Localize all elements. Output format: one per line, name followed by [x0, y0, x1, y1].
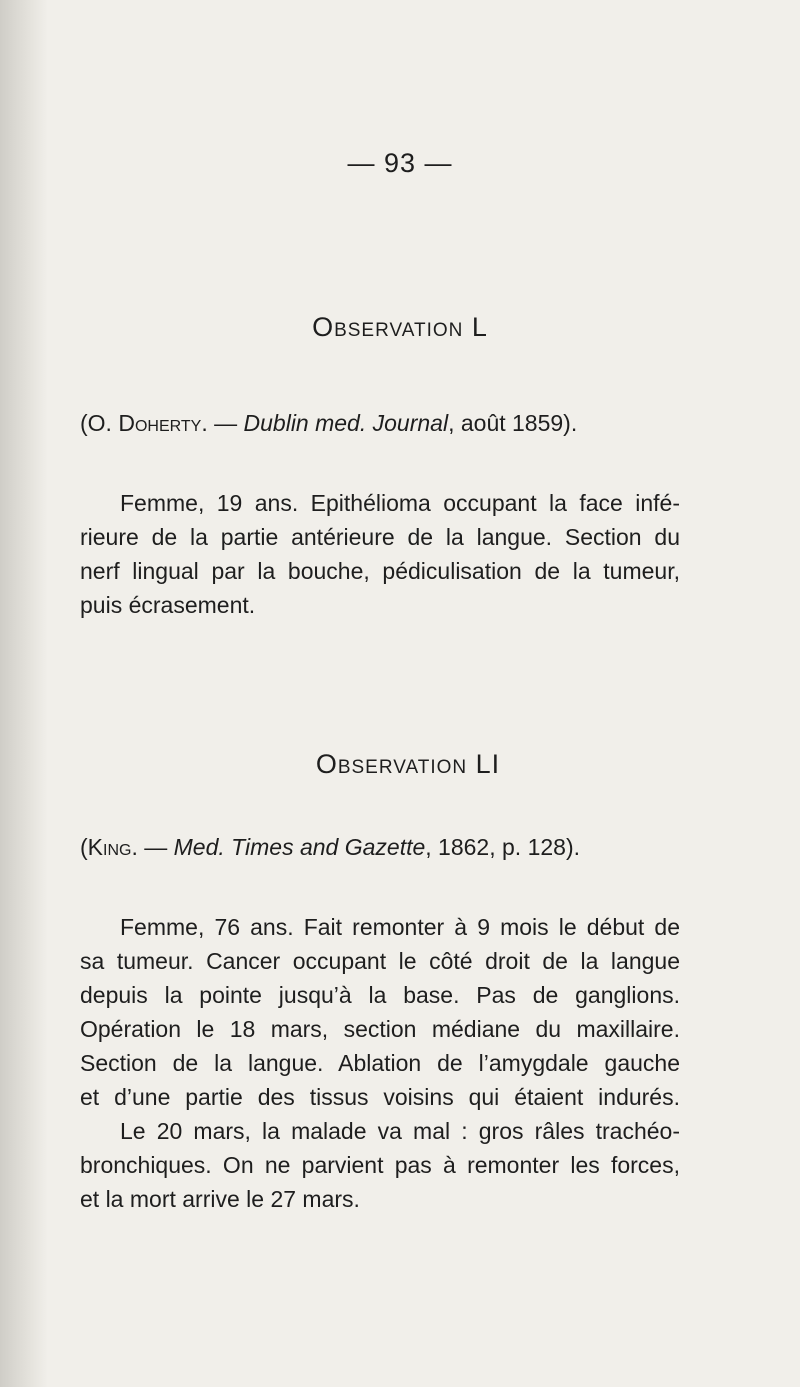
observation-li-heading: Observation LI: [315, 749, 501, 779]
observation-l-heading: Observation L: [312, 312, 488, 342]
observation-l-text: [80, 486, 680, 622]
reference-open-paren: (: [80, 834, 88, 860]
reference-date: , août 1859).: [448, 410, 578, 436]
reference-open-paren: (: [80, 410, 88, 436]
reference-author: King.: [87, 834, 138, 860]
reference-date: , 1862, p. 128).: [425, 834, 581, 860]
observation-li-reference: [80, 834, 580, 861]
reference-author: O. Doherty.: [87, 410, 208, 436]
reference-dash: —: [207, 410, 244, 436]
observation-l-reference: [80, 410, 577, 437]
scanned-page-edge: [0, 0, 48, 1387]
reference-dash: —: [137, 834, 174, 860]
text-line: nerf lingual par la bouche, pédiculisation de la tumeur,: [80, 558, 680, 584]
text-line: et d’une partie des tissus voisins qui étaient indurés.: [80, 1084, 680, 1110]
text-line: puis écrasement.: [80, 592, 256, 618]
reference-journal: Dublin med. Journal: [243, 410, 449, 436]
text-line: Le 20 mars, la malade va mal : gros râles trachéo-: [120, 1118, 680, 1144]
observation-li-text: [80, 910, 680, 1216]
text-line: Opération le 18 mars, section médiane du maxillaire.: [80, 1016, 680, 1042]
text-line: bronchiques. On ne parvient pas à remonter les forces,: [80, 1152, 680, 1178]
text-line: rieure de la partie antérieure de la langue. Section du: [80, 524, 680, 550]
text-line: sa tumeur. Cancer occupant le côté droit de la langue: [80, 948, 680, 974]
page-number: — 93 —: [347, 148, 453, 178]
text-line: Femme, 76 ans. Fait remonter à 9 mois le début de: [120, 914, 680, 940]
text-line: Femme, 19 ans. Epithélioma occupant la face infé-: [120, 490, 680, 516]
text-line: depuis la pointe jusqu’à la base. Pas de ganglions.: [80, 982, 680, 1008]
text-line: Section de la langue. Ablation de l’amygdale gauche: [80, 1050, 680, 1076]
text-line: et la mort arrive le 27 mars.: [80, 1186, 360, 1212]
reference-journal: Med. Times and Gazette: [173, 834, 426, 860]
